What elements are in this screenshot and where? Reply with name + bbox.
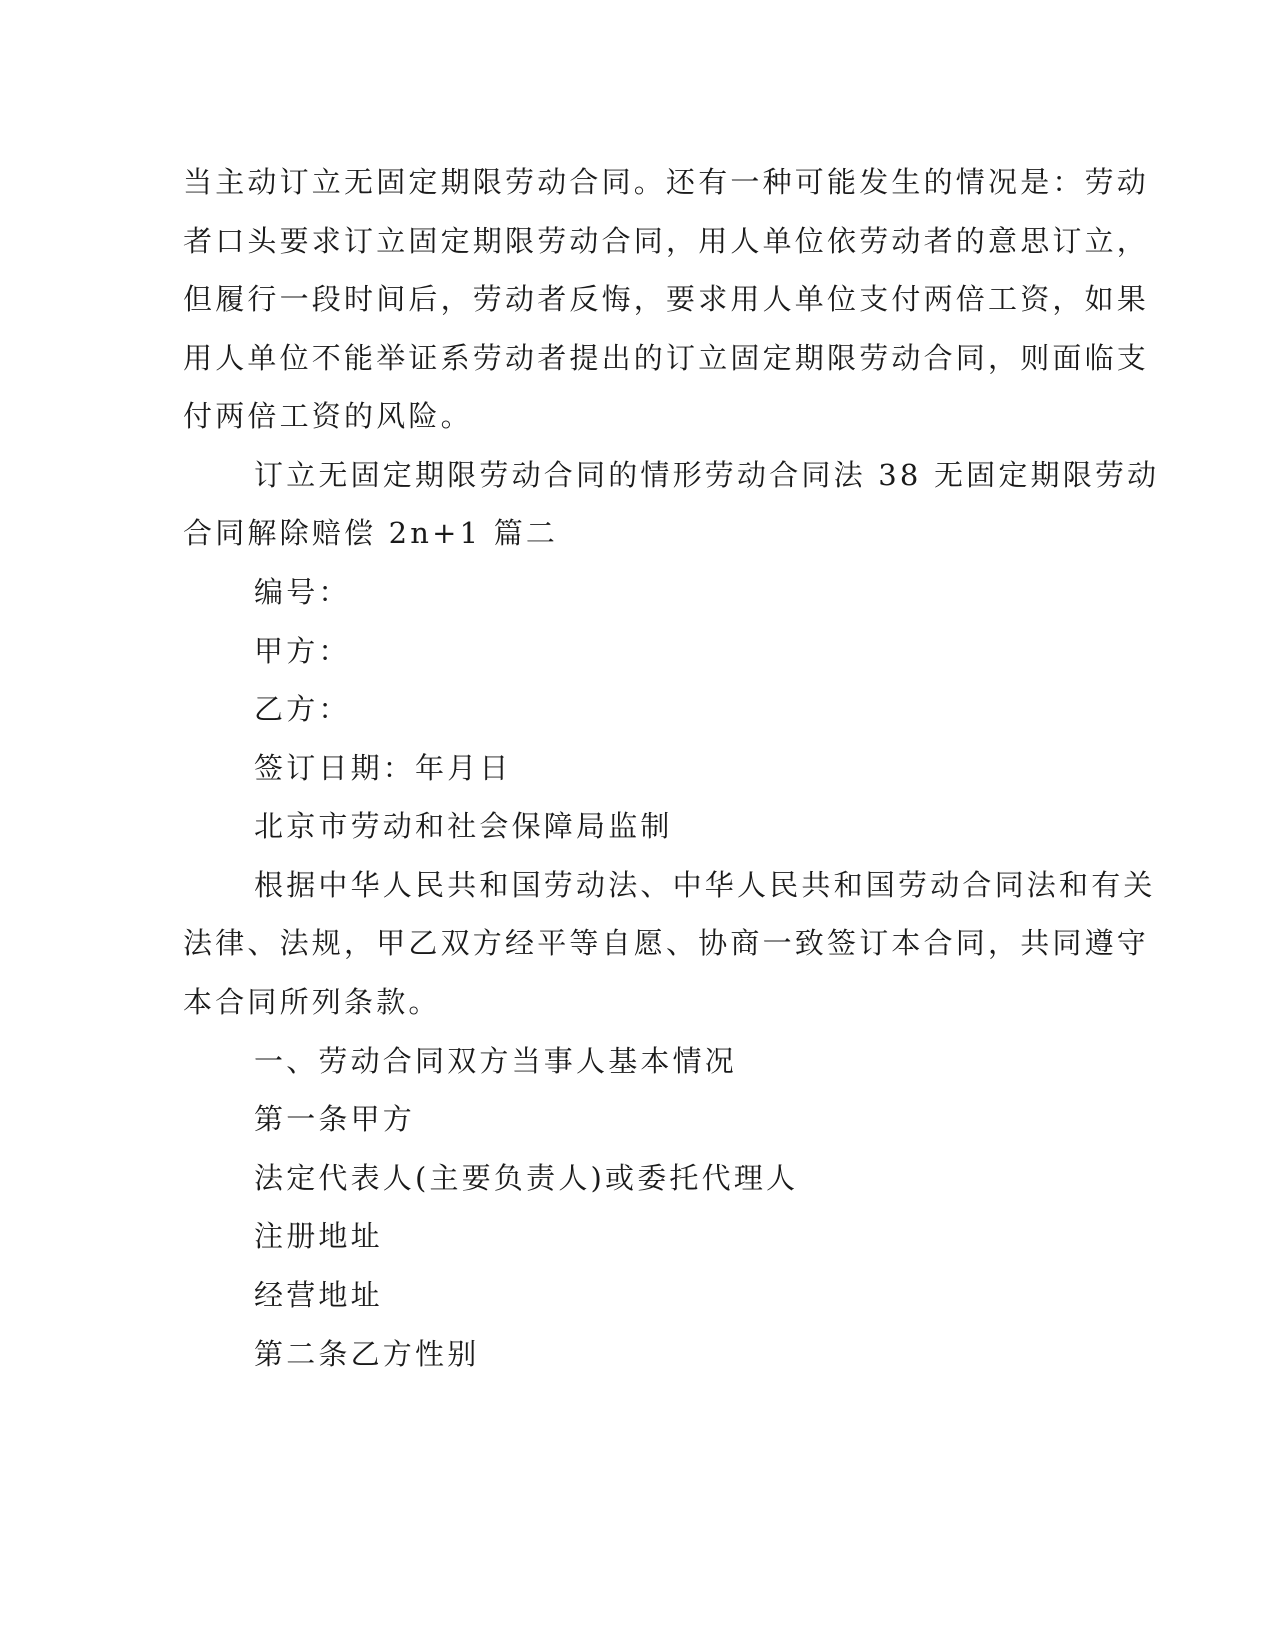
paragraph-line: 法律、法规，甲乙双方经平等自愿、协商一致签订本合同，共同遵守	[183, 926, 1150, 960]
contract-number-label: 编号：	[254, 575, 351, 609]
paragraph-line: 付两倍工资的风险。	[183, 399, 473, 433]
paragraph-line: 根据中华人民共和国劳动法、中华人民共和国劳动合同法和有关	[254, 868, 1156, 902]
paragraph-line: 当主动订立无固定期限劳动合同。还有一种可能发生的情况是：劳动	[183, 165, 1150, 199]
paragraph-line: 者口头要求订立固定期限劳动合同，用人单位依劳动者的意思订立，	[183, 224, 1150, 258]
article-line: 第一条甲方	[254, 1102, 416, 1136]
section-title: 一、劳动合同双方当事人基本情况	[254, 1044, 738, 1078]
article-line: 法定代表人(主要负责人)或委托代理人	[254, 1161, 799, 1195]
article-line: 经营地址	[254, 1278, 383, 1312]
article-line: 注册地址	[254, 1219, 383, 1253]
article-line: 第二条乙方性别	[254, 1337, 480, 1371]
paragraph-line: 用人单位不能举证系劳动者提出的订立固定期限劳动合同，则面临支	[183, 341, 1150, 375]
party-a-label: 甲方：	[254, 634, 351, 668]
paragraph-line: 但履行一段时间后，劳动者反悔，要求用人单位支付两倍工资，如果	[183, 282, 1150, 316]
paragraph-line: 本合同所列条款。	[183, 985, 441, 1019]
party-b-label: 乙方：	[254, 692, 351, 726]
signing-date-label: 签订日期：年月日	[254, 751, 512, 785]
section-heading-line: 合同解除赔偿 2n+1 篇二	[183, 516, 559, 550]
supervisor-line: 北京市劳动和社会保障局监制	[254, 809, 673, 843]
section-heading-line: 订立无固定期限劳动合同的情形劳动合同法 38 无固定期限劳动	[254, 458, 1160, 492]
